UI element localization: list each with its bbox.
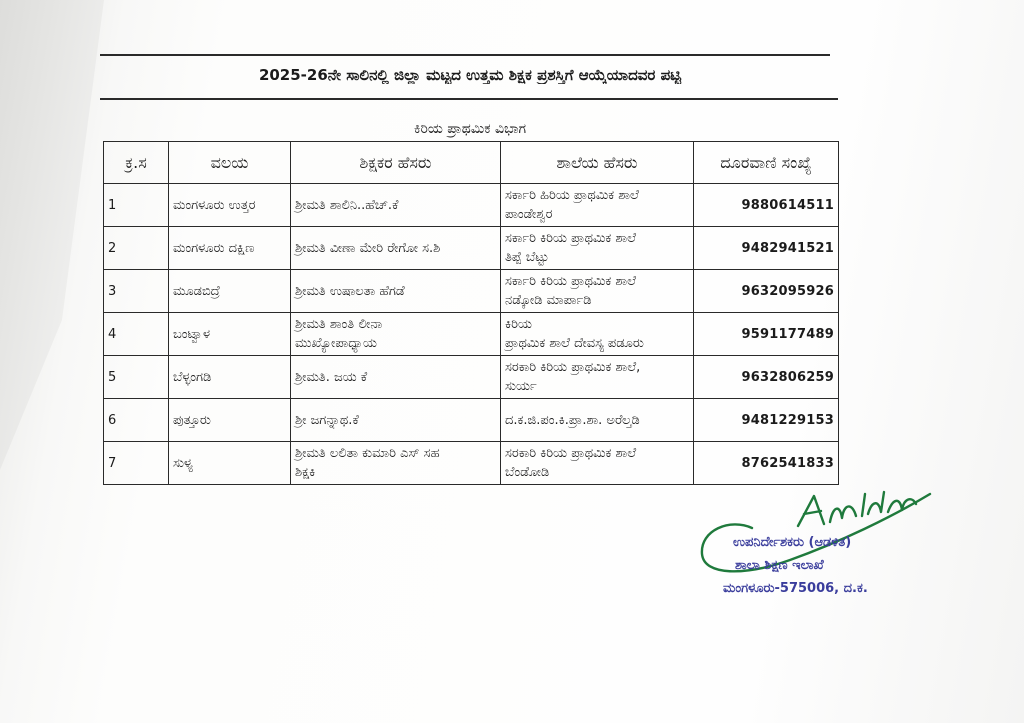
teacher-name-line: ಮುಖ್ಯೋಪಾಧ್ಯಾಯ <box>295 336 377 351</box>
school-name-line: ಸರಕಾರಿ ಕಿರಿಯ ಪ್ರಾಥಮಿಕ ಶಾಲೆ <box>505 446 637 461</box>
school-name-line: ಬೆಂಡೋಡಿ <box>505 465 550 480</box>
zone-cell: ಮಂಗಳೂರು ಉತ್ತರ <box>169 184 291 227</box>
teacher-name-line: ಶ್ರೀಮತಿ ಉಷಾಲತಾ ಹೆಗಡೆ <box>295 283 405 299</box>
school-name-line: ಸುರ್ಯ <box>505 379 537 394</box>
document-title: 2025-26ನೇ ಸಾಲಿನಲ್ಲಿ ಜಿಲ್ಲಾ ಮಟ್ಟದ ಉತ್ತಮ ಶಿಕ್ಷಕ ಪ್ರಶಸ್ತಿಗೆ ಆಯ್ಕೆಯಾದವರ ಪಟ್ಟಿ <box>258 66 682 84</box>
table-row <box>104 356 839 399</box>
zone-cell: ಮೂಡಬಿದ್ರೆ <box>169 270 291 313</box>
teacher-name-cell <box>291 399 501 442</box>
serial-cell: 5 <box>104 356 169 399</box>
teacher-name-cell <box>291 313 501 356</box>
zone-cell: ಬೆಳ್ಳಂಗಡಿ <box>169 356 291 399</box>
teacher-name-line: ಶ್ರೀಮತಿ ಲಲಿತಾ ಕುಮಾರಿ ಎಸ್ ಸಹ <box>295 446 440 461</box>
school-name-cell <box>501 442 694 485</box>
school-name-line: ನಡ್ಕೋಡಿ ಮಾರ್ಪಾಡಿ <box>505 293 592 308</box>
teacher-name-cell <box>291 227 501 270</box>
teacher-name-line: ಶ್ರೀಮತಿ. ಜಯ ಕೆ <box>295 369 368 385</box>
table-row <box>104 313 839 356</box>
teacher-name-cell <box>291 270 501 313</box>
table-row <box>104 184 839 227</box>
table-row <box>104 399 839 442</box>
teacher-name-line: ಶ್ರೀಮತಿ ವೀಣಾ ಮೇರಿ ರೇಗೋ ಸ.ಶಿ <box>295 240 441 256</box>
table-row <box>104 442 839 485</box>
header-teacher-name: ಶಿಕ್ಷಕರ ಹೆಸರು <box>291 142 501 184</box>
teacher-name-line: ಶ್ರೀಮತಿ ಶಾಂತಿ ಲೀನಾ <box>295 317 383 332</box>
school-name-line: ಸರಕಾರಿ ಕಿರಿಯ ಪ್ರಾಥಮಿಕ ಶಾಲೆ, <box>505 360 641 375</box>
zone-cell: ಸುಳ್ಯ <box>169 442 291 485</box>
school-name-line: ಸರ್ಕಾರಿ ಕಿರಿಯ ಪ್ರಾಥಮಿಕ ಶಾಲೆ <box>505 274 637 289</box>
school-name-cell <box>501 356 694 399</box>
school-name-cell <box>501 184 694 227</box>
teacher-name-line: ಶ್ರೀ ಜಗನ್ನಾಥ.ಕೆ <box>295 412 359 428</box>
serial-cell: 4 <box>104 313 169 356</box>
phone-cell: 9482941521 <box>694 227 839 270</box>
serial-cell: 2 <box>104 227 169 270</box>
school-name-line: ತಿಪ್ಪೆ ಬೆಟ್ಟು <box>505 250 549 265</box>
title-rule-top <box>100 54 830 56</box>
phone-cell: 9880614511 <box>694 184 839 227</box>
stamp-department: ಶಾಲಾ ಶಿಕ್ಷಣ ಇಲಾಖೆ <box>735 558 824 573</box>
school-name-cell <box>501 313 694 356</box>
header-phone: ದೂರವಾಣಿ ಸಂಖ್ಯೆ <box>694 142 839 184</box>
header-serial: ಕ್ರ.ಸ <box>104 142 169 184</box>
table-row <box>104 270 839 313</box>
teacher-name-line: ಶಿಕ್ಷಕಿ <box>295 465 316 480</box>
stamp-designation: ಉಪನಿರ್ದೇಶಕರು (ಆಡಳಿತ) <box>733 535 852 550</box>
phone-cell: 9632095926 <box>694 270 839 313</box>
serial-cell: 6 <box>104 399 169 442</box>
phone-cell: 9591177489 <box>694 313 839 356</box>
stamp-address: ಮಂಗಳೂರು-575006, ದ.ಕ. <box>723 581 868 596</box>
school-name-cell <box>501 270 694 313</box>
table-row <box>104 227 839 270</box>
teacher-name-cell <box>291 356 501 399</box>
phone-cell: 9632806259 <box>694 356 839 399</box>
teacher-name-line: ಶ್ರೀಮತಿ ಶಾಲಿನಿ..ಹೆಚ್.ಕೆ <box>295 197 399 213</box>
serial-cell: 1 <box>104 184 169 227</box>
school-name-line: ಪ್ರಾಥಮಿಕ ಶಾಲೆ ದೇವಸ್ಯ ಪಡೂರು <box>505 336 644 351</box>
school-name-line: ಸರ್ಕಾರಿ ಕಿರಿಯ ಪ್ರಾಥಮಿಕ ಶಾಲೆ <box>505 231 637 246</box>
school-name-line: ದ.ಕ.ಜಿ.ಪಂ.ಕಿ.ಪ್ರಾ.ಶಾ. ಅರೆಲ್ತಡಿ <box>505 412 640 428</box>
header-zone: ವಲಯ <box>169 142 291 184</box>
zone-cell: ಪುತ್ತೂರು <box>169 399 291 442</box>
school-name-cell <box>501 227 694 270</box>
table-header-row <box>104 142 839 184</box>
school-name-line: ಕಿರಿಯ <box>505 317 532 332</box>
zone-cell: ಮಂಗಳೂರು ದಕ್ಷಿಣ <box>169 227 291 270</box>
teacher-name-cell <box>291 442 501 485</box>
serial-cell: 3 <box>104 270 169 313</box>
school-name-line: ಪಾಂಡೇಶ್ವರ <box>505 207 553 222</box>
phone-cell: 9481229153 <box>694 399 839 442</box>
school-name-line: ಸರ್ಕಾರಿ ಹಿರಿಯ ಪ್ರಾಥಮಿಕ ಶಾಲೆ <box>505 188 639 203</box>
zone-cell: ಬಂಟ್ವಾಳ <box>169 313 291 356</box>
teacher-name-cell <box>291 184 501 227</box>
title-rule-bottom <box>100 98 838 100</box>
serial-cell: 7 <box>104 442 169 485</box>
school-name-cell <box>501 399 694 442</box>
signature-letters-stroke <box>798 492 916 526</box>
section-title: ಕಿರಿಯ ಪ್ರಾಥಮಿಕ ವಿಭಾಗ <box>413 121 527 137</box>
phone-cell: 8762541833 <box>694 442 839 485</box>
header-school-name: ಶಾಲೆಯ ಹೆಸರು <box>501 142 694 184</box>
awardee-table <box>103 141 839 485</box>
